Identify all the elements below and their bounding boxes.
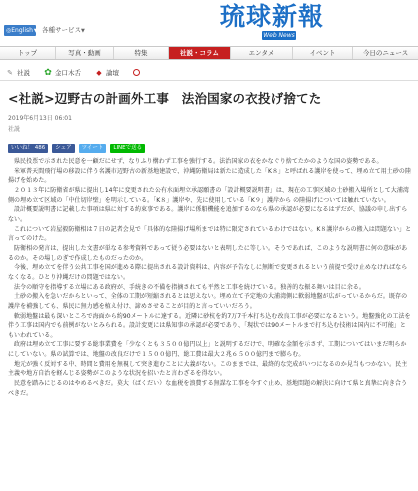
facebook-share-button[interactable]: シェア xyxy=(52,144,74,153)
logo-text: 琉球新報 xyxy=(219,2,324,31)
tab-extra[interactable] xyxy=(133,69,143,76)
tab-label: 金口木舌 xyxy=(55,69,81,77)
nav-item-editorial[interactable]: 社説・コラム xyxy=(169,47,231,59)
globe-icon: ◎ xyxy=(6,27,12,34)
tweet-button[interactable]: ツイート xyxy=(79,144,107,153)
ribbon-icon: ◆ xyxy=(96,68,102,77)
language-selector[interactable] xyxy=(4,25,36,36)
article-paragraph: これについて岩屋毅防衛相は７日の記者会見で「具体的な陸揚げ場所までは特に限定されているわけではない。K８護岸からの搬入は問題ない」と言ってのけた。 xyxy=(8,225,412,243)
nav-item-photo-video[interactable]: 写真・動画 xyxy=(56,47,114,59)
site-logo[interactable] xyxy=(212,3,332,41)
tag-icon: ✎ xyxy=(7,68,13,77)
article-paragraph: 民意を踏みにじるのはやめるべきだ。莫大（ばくだい）な血税を浪費する無謀な工事を今すぐ止め、基地問題の解決に向けて県と真摯に向き合うべきだ。 xyxy=(8,380,408,397)
article-body xyxy=(8,157,412,398)
article-paragraph: 法令の順守を指導する立場にある政府が、手続きの不備を指摘されても平然と工事を続けている。独善的な振る舞いは目に余る。 xyxy=(14,283,365,291)
article-date: 2019年6月13日 06:01 xyxy=(8,115,72,122)
nav-item-todays-news[interactable]: 今日のニュース xyxy=(362,49,409,57)
tab-column[interactable] xyxy=(44,68,81,77)
article-paragraph: 防衛相の発言は、提出した文書が単なる参考資料であって従う必要はないと表明したに等しい。そうであれば、このような説明書に何の意味があるのか。その場しのぎで作成したものだったのか。 xyxy=(8,244,408,262)
nav-item-entertainment[interactable]: エンタメ xyxy=(231,47,293,59)
article-paragraph: 設計概要説明書に記載した事項は県に対する約束事である。護岸に係船機能を追加するのなら県の承認が必要になるはずだが、協議の申し出すらない。 xyxy=(8,206,408,223)
bird-icon: ✿ xyxy=(44,67,52,78)
tab-editorial[interactable] xyxy=(6,68,30,77)
social-buttons xyxy=(8,144,149,153)
article-paragraph: 土砂の搬入を急いだからといって、全体の工期が短縮されるとは思えない。埋め立て予定地の大浦湾側に軟弱地盤が広がっているからだ。既存の護岸を補強しても、県民に無力感を植え付け、諦めさせることが目的と言っていいだろう。 xyxy=(8,293,408,310)
chevron-down-icon: ▼ xyxy=(81,28,85,34)
services-menu[interactable] xyxy=(42,25,85,36)
article-paragraph: 政府は埋め立て工事に要する総事業費を「少なくとも３５００億円以上」と説明するだけで、明確な金額を示さず、工期についてはいまだ明らかにしていない。県の試算では、地盤の改良だけで１５００億円、総工費は最大２兆６５００億円まで膨らむ。 xyxy=(8,341,407,359)
line-share-button[interactable]: LINEで送る xyxy=(110,144,145,153)
article-category: 社説 xyxy=(8,126,21,133)
tab-opinion[interactable] xyxy=(95,68,119,77)
tab-label: 論壇 xyxy=(106,69,119,77)
article-paragraph: ２０１３年に防衛省が県に提出し14年に変更された公有水面埋立承認願書の「設計概要説明書」は、現在の工事区域の土砂搬入場所として大浦湾側の埋め立て区域の「中仕切岸壁」を明示している。「K８」護岸や、先に使用している「K９」護岸から の陸揚げについては触れていない。 xyxy=(8,186,409,204)
section-tabs xyxy=(0,65,418,81)
tab-label: 社説 xyxy=(17,69,30,77)
services-label: 各種サービス xyxy=(42,26,81,34)
main-nav xyxy=(0,46,418,60)
nav-item-features[interactable]: 特集 xyxy=(114,47,169,59)
article-paragraph: 地元が強く反対する中、時間と費用を無視して突き進むことに大義がない。このままでは、最終的な完成がいつになるのか見当もつかない。民主主義や地方自治を軽んじる姿勢がこのような状況を招いたと言わざるを得ない。 xyxy=(8,360,408,378)
site-header xyxy=(0,0,418,46)
article-paragraph: 米軍普天間飛行場の移設に伴う名護市辺野古の新基地建設で、沖縄防衛局は新たに造成した「K８」と呼ばれる護岸を使って、埋め立て用土砂の陸揚げを始めた。 xyxy=(8,167,411,185)
logo-subtitle: Web News xyxy=(263,32,295,39)
article-paragraph: 県民投票で示された民意を一顧だにせず、なりふり構わず工事を強行する。法治国家の衣をかなぐり捨てたかのような国の姿勢である。 xyxy=(14,158,383,165)
language-label: English xyxy=(11,27,33,34)
chevron-down-icon: ▼ xyxy=(33,28,38,34)
nav-item-events[interactable]: イベント xyxy=(293,47,353,59)
nav-item-top[interactable]: トップ xyxy=(0,47,56,59)
circle-icon xyxy=(133,69,140,76)
facebook-like-button[interactable]: いいね！ 486 xyxy=(8,144,48,153)
article-paragraph: 軟弱地盤は最も深いところで海面から約90メートルに達する。近隣に砂杭を約7万7千本打ち込む改良工事が必要になるという。地盤強化の工法を伴う工事は国内でも前例がないとみられる。設計変更には県知事の承認が必要であり、「現状では90メートルまで打ち込む技術は国内に不可能」ともいわれている。 xyxy=(8,312,411,339)
article-headline: <社説>辺野古の計画外工事 法治国家の衣投げ捨てた xyxy=(8,91,322,106)
article-paragraph: 今後、埋め立てを伴う公共工事を国が進める際に提出される設計資料は、内容が予告なしに無断で変更されるという前提で受け止めなければならなくなる。ひとり沖縄だけの問題ではない。 xyxy=(8,264,408,281)
